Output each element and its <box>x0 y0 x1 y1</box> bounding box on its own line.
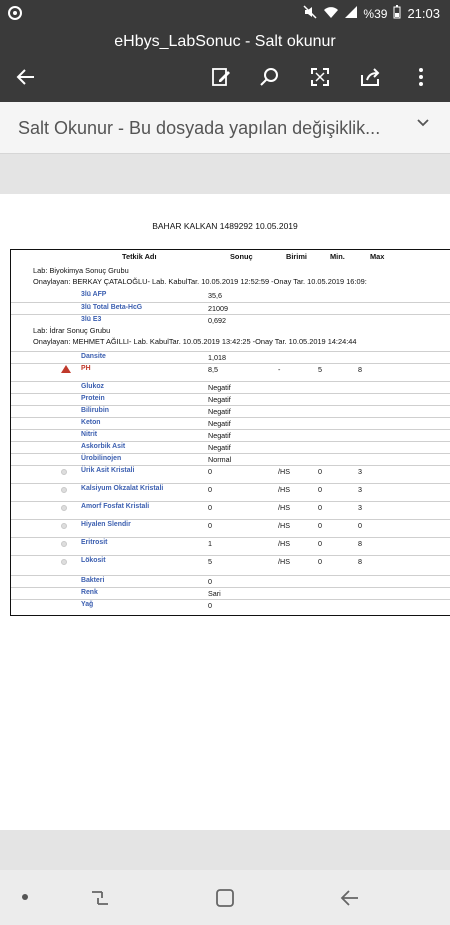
home-icon[interactable] <box>213 888 237 908</box>
table-row <box>11 314 450 325</box>
test-name: Askorbik Asit <box>81 443 126 450</box>
test-result: 5 <box>208 557 212 566</box>
table-row <box>11 599 450 610</box>
test-name: Keton <box>81 419 101 426</box>
test-name: Bilirubin <box>81 407 109 414</box>
table-row <box>11 587 450 598</box>
status-dot-icon <box>61 559 67 565</box>
test-name: 3lü Total Beta-HcG <box>81 304 143 311</box>
test-name: Lökosit <box>81 557 106 564</box>
status-dot-icon <box>61 541 67 547</box>
test-name: Ürobilinojen <box>81 455 122 462</box>
header-max: Max <box>370 252 385 261</box>
test-unit: /HS <box>278 467 290 476</box>
table-row <box>11 405 450 416</box>
test-unit: /HS <box>278 557 290 566</box>
test-name: Yağ <box>81 601 94 608</box>
test-result: Negatif <box>208 407 231 416</box>
test-max: 3 <box>358 485 362 494</box>
chrome-icon <box>8 6 22 20</box>
test-unit: - <box>278 365 281 374</box>
read-only-text: Salt Okunur - Bu dosyada yapılan değişiklik... <box>18 118 381 138</box>
table-row <box>11 519 450 535</box>
fullscreen-icon[interactable] <box>306 65 334 93</box>
table-row <box>11 537 450 553</box>
test-min: 0 <box>318 467 322 476</box>
back-arrow-icon[interactable] <box>12 65 40 93</box>
mute-icon <box>303 5 317 22</box>
gray-spacer <box>0 154 450 194</box>
test-result: 0,692 <box>208 316 226 325</box>
table-row <box>11 501 450 517</box>
test-min: 0 <box>318 503 322 512</box>
status-dot-icon <box>61 487 67 493</box>
test-result: 35,6 <box>208 291 222 300</box>
test-result: 0 <box>208 521 212 530</box>
test-name: 3lü E3 <box>81 316 102 323</box>
nav-dot-icon[interactable] <box>22 894 28 900</box>
back-nav-icon[interactable] <box>338 888 362 908</box>
header-result: Sonuç <box>230 252 253 261</box>
test-unit: /HS <box>278 503 290 512</box>
test-result: Sari <box>208 589 221 598</box>
test-result: 1 <box>208 539 212 548</box>
table-row <box>11 290 450 301</box>
lab-report-table <box>10 249 450 616</box>
test-result: 1,018 <box>208 353 226 362</box>
test-unit: /HS <box>278 485 290 494</box>
test-max: 8 <box>358 539 362 548</box>
test-result: 8,5 <box>208 365 218 374</box>
status-bar <box>0 0 450 27</box>
test-max: 0 <box>358 521 362 530</box>
battery-icon <box>393 5 401 22</box>
table-row <box>11 302 450 313</box>
signal-icon <box>345 6 357 21</box>
table-row <box>11 381 450 392</box>
test-min: 0 <box>318 539 322 548</box>
test-name: Eritrosit <box>81 539 108 546</box>
status-dot-icon <box>61 505 67 511</box>
test-max: 8 <box>358 365 362 374</box>
test-result: Negatif <box>208 443 231 452</box>
recents-icon[interactable] <box>88 888 112 908</box>
test-min: 0 <box>318 521 322 530</box>
group-approver-urine: Onaylayan: MEHMET AĞILLI- Lab. KabulTar. 10.05.2019 13:42:25 -Onay Tar. 10.05.2019 14:24:44 <box>33 337 357 346</box>
table-row <box>11 351 450 362</box>
test-result: 0 <box>208 601 212 610</box>
test-result: Negatif <box>208 395 231 404</box>
header-test-name: Tetkik Adı <box>122 252 157 261</box>
test-name: Nitrit <box>81 431 98 438</box>
test-max: 8 <box>358 557 362 566</box>
system-nav-bar <box>0 870 450 925</box>
test-result: 0 <box>208 485 212 494</box>
test-name: PH <box>81 365 91 372</box>
share-icon[interactable] <box>356 65 384 93</box>
table-row <box>11 555 450 571</box>
table-row <box>11 429 450 440</box>
test-max: 3 <box>358 467 362 476</box>
search-icon[interactable] <box>255 65 283 93</box>
test-max: 3 <box>358 503 362 512</box>
table-row <box>11 441 450 452</box>
status-right <box>303 5 440 22</box>
window-title: eHbys_LabSonuc - Salt okunur <box>114 33 336 50</box>
table-row <box>11 483 450 499</box>
test-name: Hiyalen Slendir <box>81 521 131 528</box>
read-only-banner[interactable] <box>0 102 450 154</box>
table-row <box>11 465 450 481</box>
test-result: 21009 <box>208 304 228 313</box>
test-name: Dansite <box>81 353 106 360</box>
test-min: 5 <box>318 365 322 374</box>
group-lab-biochem: Lab: Biyokimya Sonuç Grubu <box>33 266 129 275</box>
app-bar <box>0 27 450 102</box>
test-name: 3lü AFP <box>81 291 107 298</box>
test-min: 0 <box>318 557 322 566</box>
test-result: Negatif <box>208 419 231 428</box>
toolbar <box>0 65 450 95</box>
table-row <box>11 417 450 428</box>
test-unit: /HS <box>278 521 290 530</box>
test-name: Ürik Asit Kristali <box>81 467 135 474</box>
group-approver-biochem: Onaylayan: BERKAY ÇATALOĞLU- Lab. KabulTar. 10.05.2019 12:52:59 -Onay Tar. 10.05.2019 16:09: <box>33 277 367 286</box>
test-name: Protein <box>81 395 105 402</box>
header-unit: Birimi <box>286 252 307 261</box>
table-row <box>11 393 450 404</box>
clock: 21:03 <box>407 6 440 21</box>
test-result: 0 <box>208 467 212 476</box>
chevron-down-icon[interactable] <box>416 116 430 130</box>
alert-triangle-icon <box>61 365 71 373</box>
test-result: Negatif <box>208 431 231 440</box>
test-name: Bakteri <box>81 577 105 584</box>
table-row <box>11 363 450 379</box>
battery-percent: %39 <box>363 6 388 21</box>
status-dot-icon <box>61 469 67 475</box>
test-name: Amorf Fosfat Kristali <box>81 503 150 510</box>
wifi-icon <box>323 6 339 22</box>
group-lab-urine: Lab: İdrar Sonuç Grubu <box>33 326 111 335</box>
test-min: 0 <box>318 485 322 494</box>
test-name: Kalsiyum Okzalat Kristali <box>81 485 164 492</box>
table-row <box>11 575 450 586</box>
test-result: Normal <box>208 455 232 464</box>
status-dot-icon <box>61 523 67 529</box>
table-row <box>11 453 450 464</box>
test-result: 0 <box>208 577 212 586</box>
edit-icon[interactable] <box>207 65 235 93</box>
test-unit: /HS <box>278 539 290 548</box>
test-result: Negatif <box>208 383 231 392</box>
test-result: 0 <box>208 503 212 512</box>
report-title: BAHAR KALKAN 1489292 10.05.2019 <box>152 221 298 231</box>
test-name: Renk <box>81 589 98 596</box>
header-min: Min. <box>330 252 345 261</box>
test-name: Glukoz <box>81 383 104 390</box>
document-page <box>0 194 450 830</box>
more-vert-icon[interactable] <box>407 65 435 93</box>
